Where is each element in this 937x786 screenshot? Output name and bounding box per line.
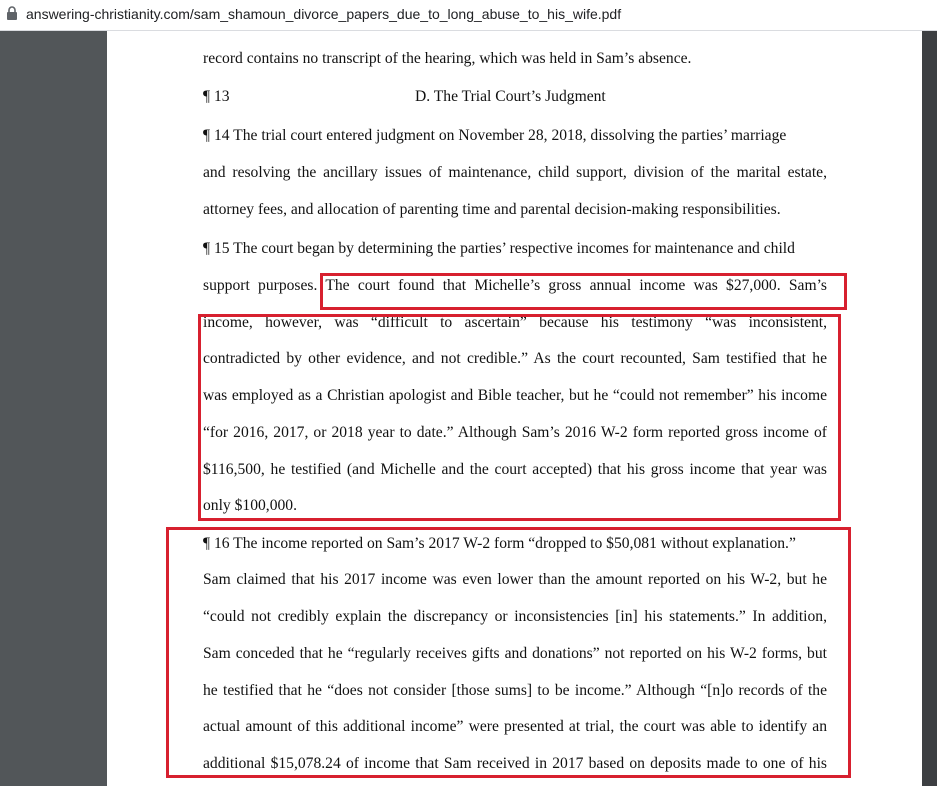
text-line: income, however, was “difficult to ascertain” because his testimony “was inconsistent, [203,314,827,331]
text-line: support purposes. The court found that Michelle’s gross annual income was $27,000. Sam’s [203,277,827,294]
text-line: and resolving the ancillary issues of maintenance, child support, division of the marital estate, [203,164,827,181]
text-line: additional $15,078.24 of income that Sam received in 2017 based on deposits made to one of his [203,755,827,772]
section-heading: D. The Trial Court’s Judgment [415,88,606,105]
paragraph-number: ¶ 13 [203,88,230,105]
url-text[interactable]: answering-christianity.com/sam_shamoun_divorce_papers_due_to_long_abuse_to_his_wife.pdf [26,6,622,22]
highlight-box-sam-income [198,314,841,521]
highlight-box-michelle-income [320,273,847,310]
text-line: ¶ 15 The court began by determining the parties’ respective incomes for maintenance and child [203,240,795,257]
text-line: Sam conceded that he “regularly receives gifts and donations” not reported on his W-2 forms, but [203,645,827,662]
text-line: Sam claimed that his 2017 income was even lower than the amount reported on his W-2, but he [203,571,827,588]
text-line: he testified that he “does not consider [those sums] to be income.” Although “[n]o records of the [203,682,827,699]
text-line: ¶ 16 The income reported on Sam’s 2017 W-2 form “dropped to $50,081 without explanation.” [203,535,796,552]
text-line: “could not credibly explain the discrepancy or inconsistencies [in] his statements.” In addition, [203,608,827,625]
lock-icon[interactable] [6,6,18,20]
text-line: actual amount of this additional income” were presented at trial, the court was able to identify an [203,718,827,735]
text-line: “for 2016, 2017, or 2018 year to date.” Although Sam’s 2016 W-2 form reported gross income of [203,424,827,441]
text-line: only $100,000. [203,497,297,514]
text-line: $116,500, he testified (and Michelle and the court accepted) that his gross income that year was [203,461,827,478]
text-line: attorney fees, and allocation of parenting time and parental decision-making responsibilities. [203,201,781,218]
text-line: record contains no transcript of the hearing, which was held in Sam’s absence. [203,50,692,67]
text-line: was employed as a Christian apologist and Bible teacher, but he “could not remember” his income [203,387,827,404]
address-bar[interactable] [0,0,937,31]
viewer-scrollbar[interactable] [922,31,937,786]
text-line: contradicted by other evidence, and not credible.” As the court recounted, Sam testified that he [203,350,827,367]
text-line: ¶ 14 The trial court entered judgment on November 28, 2018, dissolving the parties’ marriage [203,127,787,144]
highlight-box-paragraph-16 [166,527,851,778]
